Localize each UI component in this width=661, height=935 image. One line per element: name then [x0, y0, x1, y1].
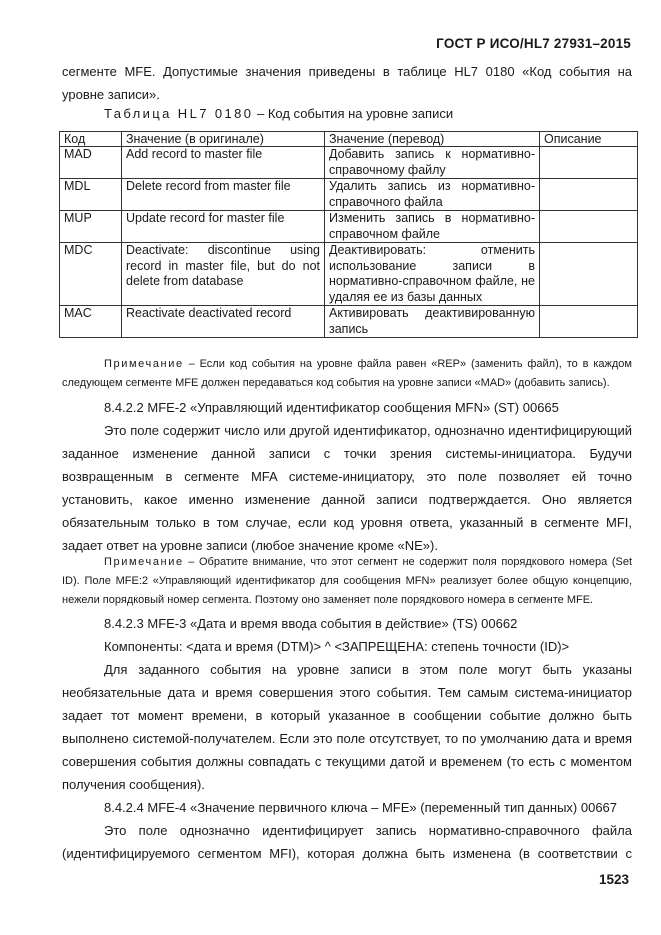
table-caption	[104, 106, 453, 121]
section-note	[62, 553, 632, 610]
cell-description	[540, 211, 638, 243]
table-header-row	[60, 132, 638, 147]
cell-translation: Активировать деактивированную запись	[325, 306, 540, 338]
cell-description	[540, 306, 638, 338]
cell-description	[540, 147, 638, 179]
section-paragraph-8-4-2-3: Для заданного события на уровне записи в этом поле могут быть указаны необязательные дата и время совершения этого события. Тем самым система-инициатор задает тот момент времени, в который указанное в сообщении событие должно быть выполнено системой-получателем. Если это поле отсутствует, то по умолчанию дата и время совершения события должны совпадать с текущими датой и временем (то есть с моментом получения сообщения).	[62, 662, 632, 792]
event-code-table	[59, 131, 638, 338]
cell-original: Delete record from master file	[122, 179, 325, 211]
section-heading-8-4-2-4: 8.4.2.4 MFE-4 «Значение первичного ключа – MFE» (переменный тип данных) 00667	[104, 800, 618, 815]
cell-code: MUP	[60, 211, 122, 243]
cell-description	[540, 179, 638, 211]
column-header-translation: Значение (перевод)	[325, 132, 540, 147]
table-caption-label: Таблица HL7 0180	[104, 106, 254, 121]
page-number: 1523	[598, 872, 629, 887]
note-text: – Если код события на уровне файла равен «REP» (заменить файл), то в каждом следующем сегменте MFE должен передаваться код события на уровне записи «MAD» (добавить запись).	[62, 358, 632, 389]
intro-paragraph: сегменте MFE. Допустимые значения приведены в таблице HL7 0180 «Код события на уровне записи».	[62, 64, 632, 102]
components-line: Компоненты: <дата и время (DTM)> ^ <ЗАПРЕЩЕНА: степень точности (ID)>	[104, 639, 570, 654]
section-paragraph-8-4-2-2: Это поле содержит число или другой идентификатор, однозначно идентифицирующий заданное изменение данной записи с точки зрения системы-инициатора. Будучи возвращенным в сегменте MFA системе-инициатору, это поле позволяет ей точно установить, какое именно изменение данной записи подтверждается. Оно является обязательным только в том случае, если код уровня ответа, указанный в сегменте MFI, задает ответ на уровне записи (любое значение кроме «NE»).	[62, 423, 632, 553]
cell-code: MDL	[60, 179, 122, 211]
table-row	[60, 243, 638, 306]
note-text: – Обратите внимание, что этот сегмент не содержит поля порядкового номера (Set ID). Поле MFE:2 «Управляющий идентификатор для сообщения MFN» реализует более общую концепцию, нежели порядковый номер сегмента. Поэтому оно заменяет поле порядкового номера в сегменте MFE.	[62, 556, 633, 606]
table-row	[60, 306, 638, 338]
section-paragraph-8-4-2-4: Это поле однозначно идентифицирует запись нормативно-справочного файла (идентифицируемого сегментом MFI), которая должна быть изменена (в соответствии с	[62, 823, 632, 861]
cell-original: Reactivate deactivated record	[122, 306, 325, 338]
cell-original: Update record for master file	[122, 211, 325, 243]
table-row	[60, 147, 638, 179]
table-row	[60, 179, 638, 211]
section-heading-8-4-2-3: 8.4.2.3 MFE-3 «Дата и время ввода события в действие» (TS) 00662	[104, 616, 518, 631]
cell-code: MDC	[60, 243, 122, 306]
cell-translation: Изменить запись в нормативно-справочном файле	[325, 211, 540, 243]
cell-code: MAC	[60, 306, 122, 338]
cell-description	[540, 243, 638, 306]
table-row	[60, 211, 638, 243]
table-note	[62, 355, 632, 393]
cell-translation: Деактивировать: отменить использование записи в нормативно-справочном файле, не удаляя ее из базы данных	[325, 243, 540, 306]
document-header: ГОСТ Р ИСО/HL7 27931–2015	[436, 36, 631, 51]
column-header-description: Описание	[540, 132, 638, 147]
cell-code: MAD	[60, 147, 122, 179]
note-label: Примечание	[104, 358, 184, 370]
note-label: Примечание	[104, 556, 184, 568]
cell-translation: Добавить запись к нормативно-справочному файлу	[325, 147, 540, 179]
cell-translation: Удалить запись из нормативно-справочного файла	[325, 179, 540, 211]
cell-original: Add record to master file	[122, 147, 325, 179]
section-heading-8-4-2-2: 8.4.2.2 MFE-2 «Управляющий идентификатор сообщения MFN» (ST) 00665	[104, 400, 559, 415]
column-header-original: Значение (в оригинале)	[122, 132, 325, 147]
cell-original: Deactivate: discontinue using record in master file, but do not delete from database	[122, 243, 325, 306]
table-caption-text: – Код события на уровне записи	[257, 106, 454, 121]
column-header-code: Код	[60, 132, 122, 147]
